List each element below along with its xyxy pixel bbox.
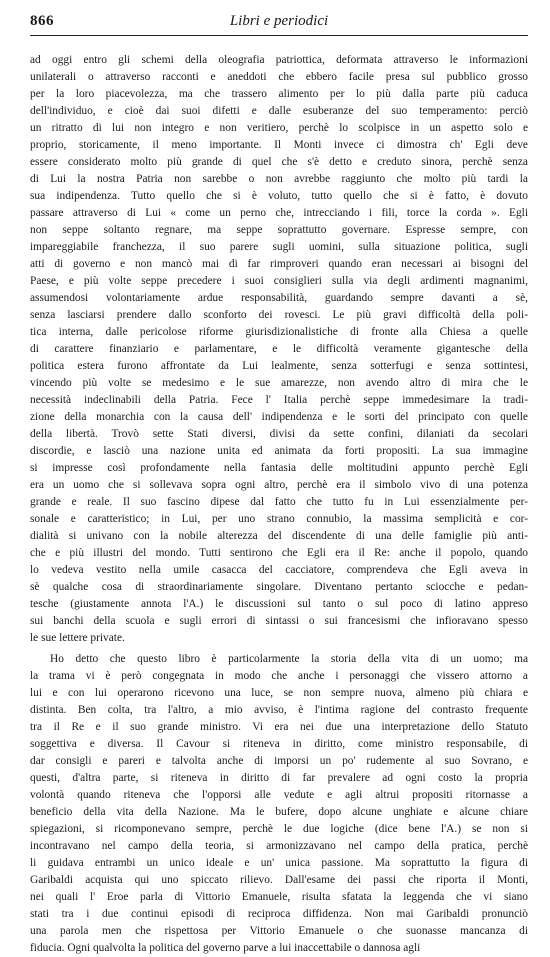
text-line: vincendo più volte se medesimo e le sue amarezze, non avendo altro di mira che le <box>30 377 528 389</box>
text-line: sè qualche cosa di straordinariamente singolare. Diventano pertanto sciocche e pedan- <box>30 581 528 593</box>
text-line: lui e con lui operarono ricevono una luce, se non sempre nuova, almeno più chiara e <box>30 687 528 699</box>
text-line: politica estera furono affrontate da Lui lealmente, senza sotterfugi e senza sottintesi, <box>30 360 528 372</box>
page-number: 866 <box>30 13 54 29</box>
text-line: zione della monarchia con la causa dell' indipendenza e le sorti del principato con quelle <box>30 411 528 423</box>
text-line: dialità si univano con la nobile alterezza del discendente di una delle famiglie più anti- <box>30 530 528 542</box>
text-line: beneficio della vita della Nazione. Ma le bufere, dopo alcune unghiate e alcune chiare <box>30 806 528 818</box>
text-line: ad oggi entro gli schemi della oleografia patriottica, deformata attraverso le informazioni <box>30 54 528 66</box>
text-line: di Lui la nostra Patria non sarebbe o non avrebbe raggiunto che molto più tardi la <box>30 173 528 185</box>
text-line: dar consigli e pareri e talvolta anche di imporsi un po' rudemente al suo Sovrano, e <box>30 755 528 767</box>
text-line: necessità indeclinabili della Patria. Fece l' Italia perchè seppe immedesimare la tradi- <box>30 394 528 406</box>
page-header <box>30 11 528 36</box>
text-line: Garibaldi acquista qui uno spiccato rilievo. Dall'esame dei passi che riporta il Monti, <box>30 874 528 886</box>
text-line: dell'individuo, e cioè dai suoi difetti e dalle esuberanze del suo temperamento: perciò <box>30 105 528 117</box>
text-line: senza lasciarsi prendere dallo sconforto dei rovesci. Le più gravi difficoltà della poli- <box>30 309 528 321</box>
text-line: sua indipendenza. Tutto quello che si è voluto, tutto quello che si è fatto, è dovuto <box>30 190 528 202</box>
text-line: distinta. Ben colta, tra l'altro, a mio avviso, è l'intima ragione del contrasto frequente <box>30 704 528 716</box>
text-line: grande e reale. Il suo fascino dipese dal fatto che tutto fu in Lui essenzialmente per- <box>30 496 528 508</box>
text-line: soggettiva e diversa. Il Cavour si riteneva in diritto, come ministro responsabile, di <box>30 738 528 750</box>
text-line: si impresse così profondamente nella fantasia delle moltitudini appunto perchè Egli <box>30 462 528 474</box>
text-line: le sue lettere private. <box>30 632 125 644</box>
text-line: la trama vi è però congegnata in modo che anche i personaggi che vissero attorno a <box>30 670 528 682</box>
text-line: di carattere finanziario e parlamentare, e le difficoltà veramente gigantesche della <box>30 343 528 355</box>
text-line: atti di governo e non mancò mai di far rimproveri quando eran necessari ai bisogni del <box>30 258 528 270</box>
text-line: li guidava entrambi un unico ideale e un' unica passione. Ma soprattutto la figura di <box>30 857 528 869</box>
text-line: nei quali l' Eroe parla di Vittorio Emanuele, risulta sfatata la leggenda che vi siano <box>30 891 528 903</box>
text-line: questi, d'altra parte, si riteneva in diritto di far prevalere ad ogni costo la propria <box>30 772 528 784</box>
text-line: impareggiabile franchezza, il suo parere sugli uomini, sulla situazione politica, sugli <box>30 241 528 253</box>
text-line: tra il Re e il suo grande ministro. Vi era nei due una interpretazione dello Statuto <box>30 721 528 733</box>
text-line: tesche (giustamente annota l'A.) le discussioni sul tanto o sul poco di latino appreso <box>30 598 528 610</box>
text-line: volontà quando riteneva che l'opporsi alle vedute e agli altrui propositi ritornasse a <box>30 789 528 801</box>
text-line: non seppe soltanto regnare, ma seppe soprattutto governare. Espresse sempre, con <box>30 224 528 236</box>
paragraph <box>30 52 528 647</box>
text-line: fiducia. Ogni qualvolta la politica del governo parve a lui inaccettabile o dannosa agli <box>30 942 421 954</box>
text-line: passare attraverso di Lui « come un perno che, intrecciando i fili, torce la corda ». Egli <box>30 207 528 219</box>
text-line: per la loro piacevolezza, ma che trassero alimento per lo più dalla parte più caduca <box>30 88 528 100</box>
text-line: proprio, storicamente, il meno importante. Il Monti invece ci dimostra ch' Egli deve <box>30 139 528 151</box>
text-line: stati tra i due continui episodi di reciproca diffidenza. Non mai Garibaldi pronunciò <box>30 908 528 920</box>
text-line: discordie, e lasciò una nazione unita ed animata da forti propositi. La sua immagine <box>30 445 528 457</box>
text-line: che e più illustri del mondo. Tutti sentirono che Egli era il Re: anche il popolo, quando <box>30 547 528 559</box>
text-line: Paese, e più volte seppe precedere i suoi consiglieri sulla via degli ardimenti magnanimi, <box>30 275 528 287</box>
text-line: un ritratto di lui non integro e non veritiero, perchè lo scolpisce in un aspetto solo e <box>30 122 528 134</box>
text-line: sui banchi della scuola e sugli errori di sintassi o sui francesismi che infioravano spesso <box>30 615 528 627</box>
text-line: sonale e caratteristico; in Lui, per uno strano connubio, la massima semplicità e cor- <box>30 513 528 525</box>
text-line: della libertà. Trovò sette Stati diversi, divisi da sette confini, dilaniati da secolari <box>30 428 528 440</box>
text-line: assumendosi volontariamente ardue responsabilità, guardando sempre davanti a sè, <box>30 292 528 304</box>
running-title: Libri e periodici <box>229 13 329 29</box>
text-line: spiegazioni, si ricomponevano sempre, perchè le due logiche (dice bene l'A.) se non si <box>30 823 528 835</box>
text-line: essere considerato molto più grande di quel che s'è detto e creduto sinora, perchè senza <box>30 156 528 168</box>
text-line: Ho detto che questo libro è particolarmente la storia della vita di un uomo; ma <box>50 653 528 665</box>
text-line: era un uomo che si sollevava sopra ogni altro, perchè era il simbolo vivo di una potenza <box>30 479 528 491</box>
text-line: unilaterali o attraverso racconti e aneddoti che ebbero facile presa sul pubblico grosso <box>30 71 528 83</box>
paragraph <box>30 651 528 957</box>
text-line: incontravano nel campo della teoria, si armonizzavano nel campo della pratica, perchè <box>30 840 528 852</box>
text-line: lo vedeva vestito nella umile casacca del cacciatore, comprendeva che Egli aveva in <box>30 564 528 576</box>
body-text <box>30 52 528 957</box>
text-line: una parola men che rispettosa per Vittorio Emanuele o che suonasse mancanza di <box>30 925 528 937</box>
text-line: tica interna, dalle pericolose riforme giurisdizionalistiche di fronte alla Chiesa a quelle <box>30 326 528 338</box>
